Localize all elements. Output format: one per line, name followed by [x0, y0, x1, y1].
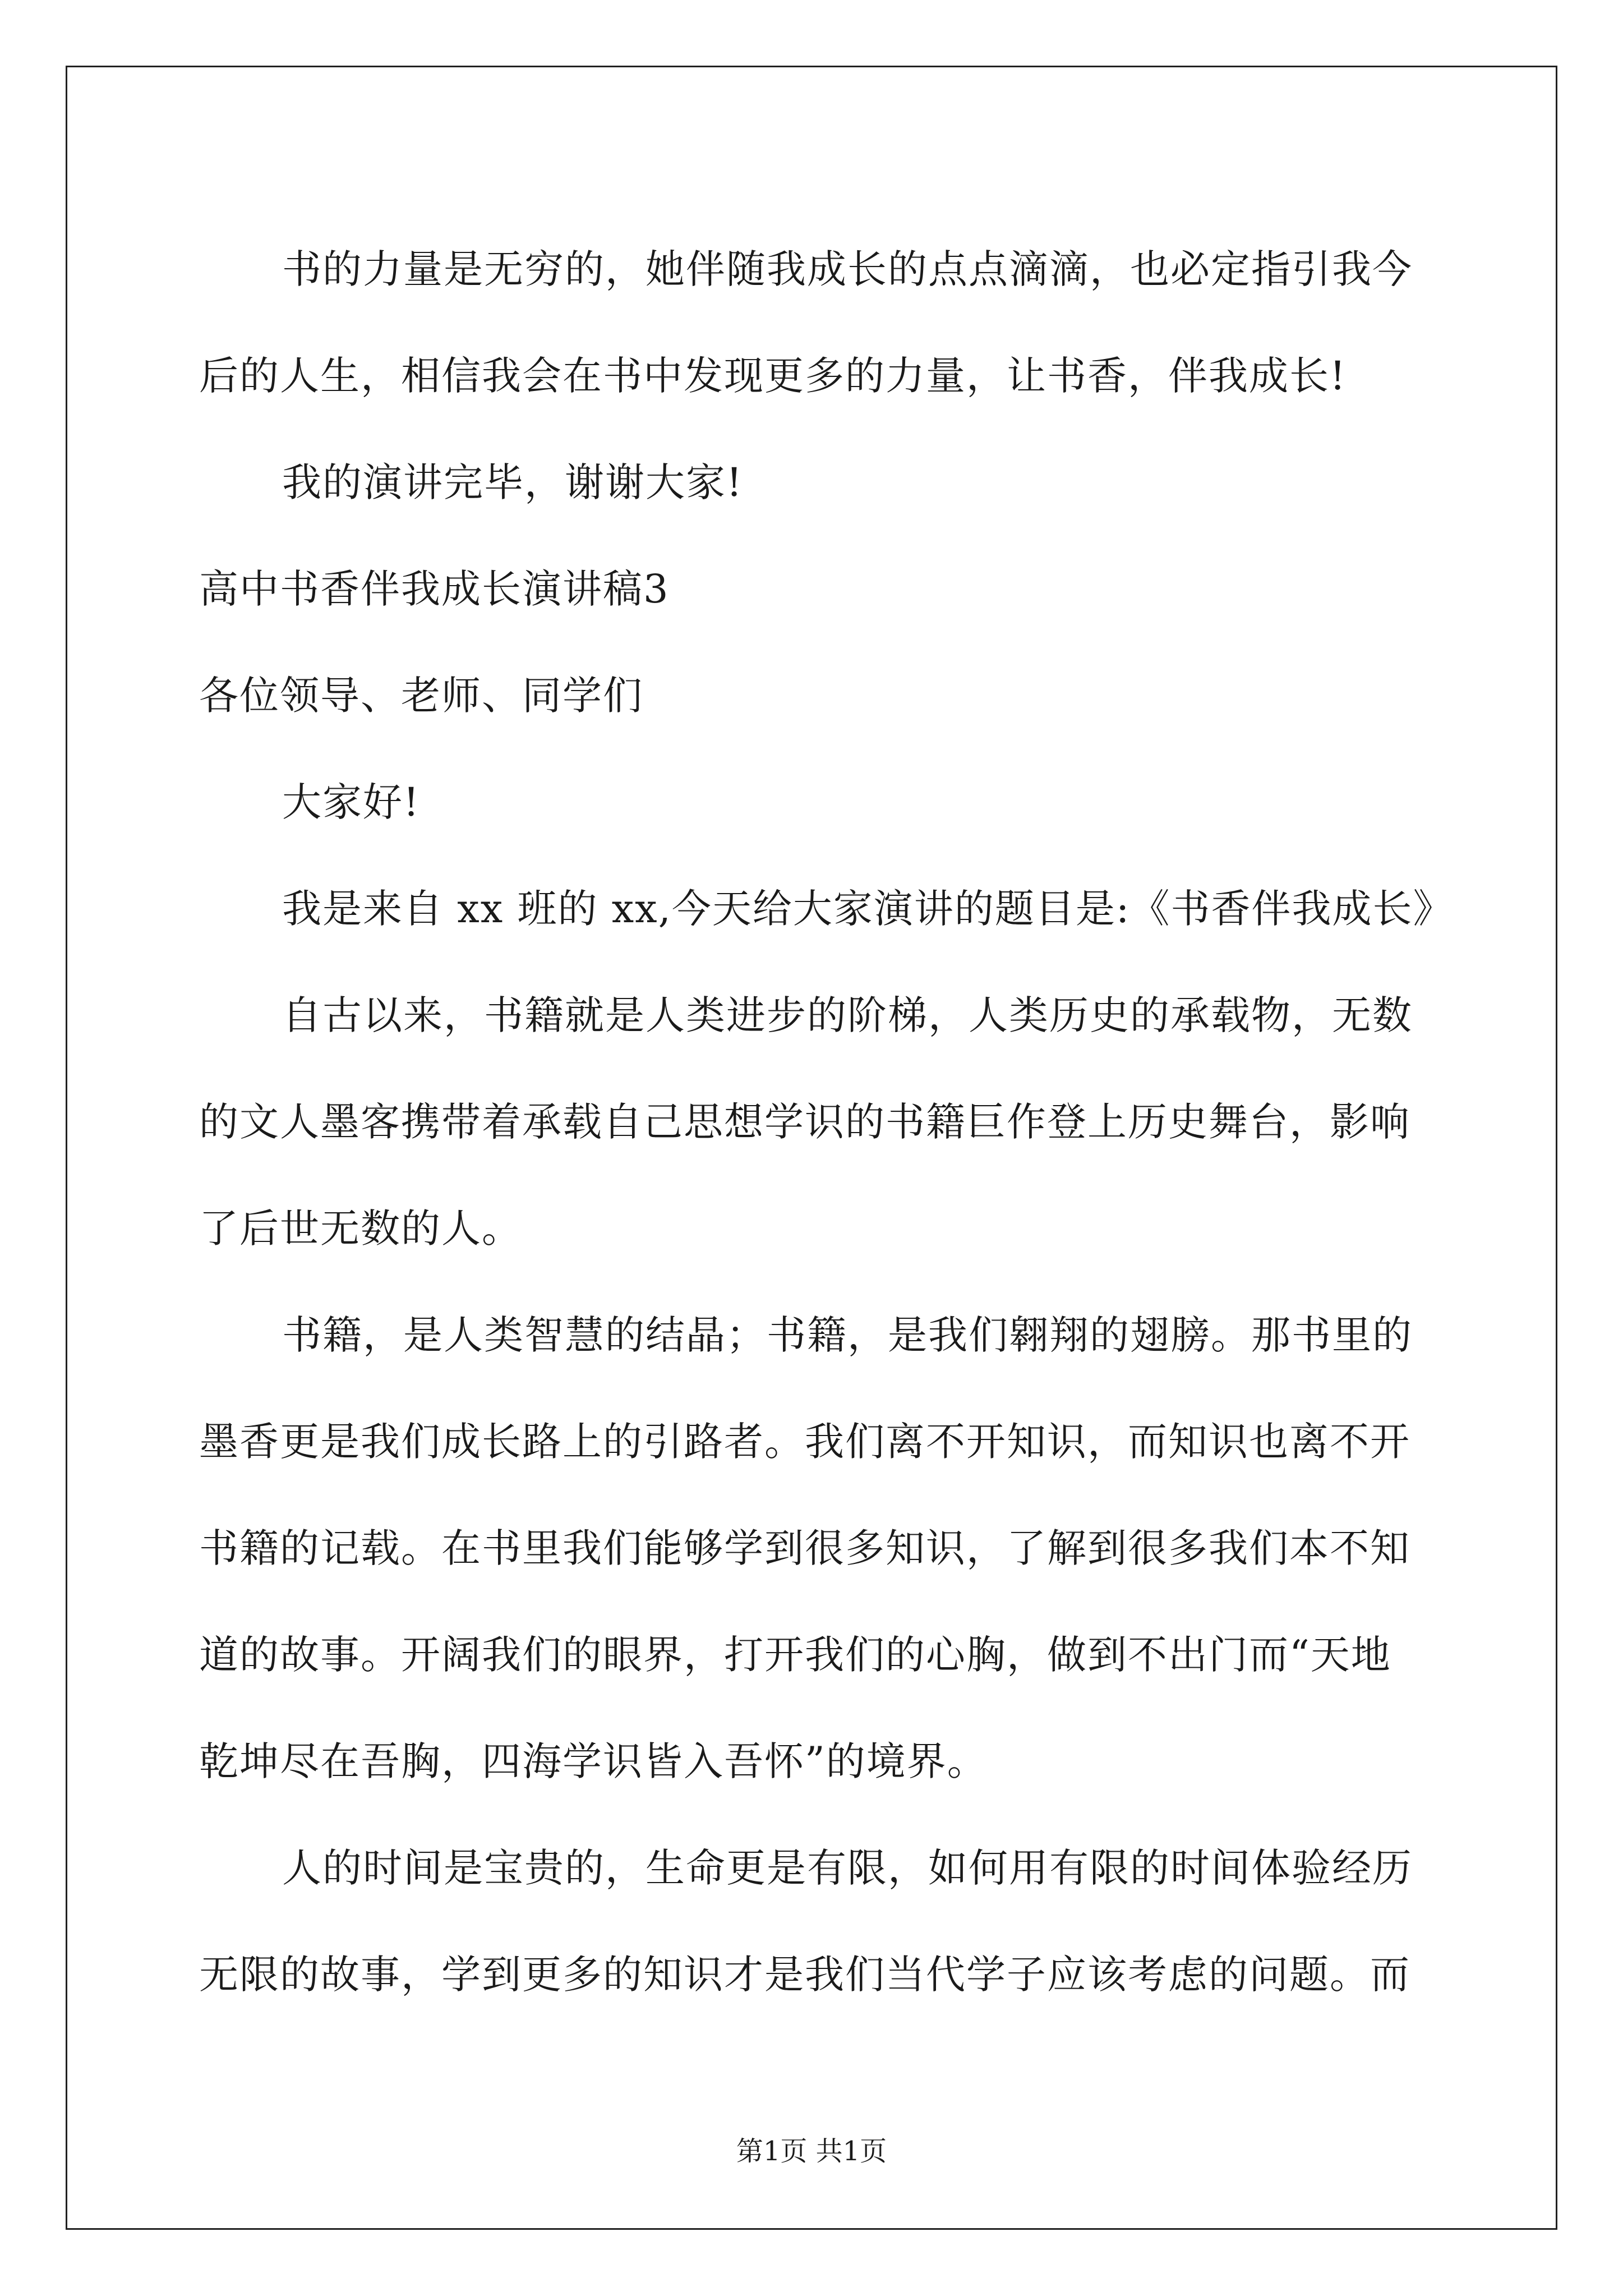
paragraph-line: 我的演讲完毕，谢谢大家! [282, 459, 744, 505]
page-footer: 第1页 共1页 [736, 2136, 887, 2167]
paragraph-line: 的文人墨客携带着承载自己思想学识的书籍巨作登上历史舞台，影响 [199, 1099, 1410, 1145]
salutation: 各位领导、老师、同学们 [199, 673, 643, 719]
section-title: 高中书香伴我成长演讲稿3 [199, 566, 670, 612]
paragraph-line: 墨香更是我们成长路上的引路者。我们离不开知识，而知识也离不开 [199, 1419, 1410, 1465]
paragraph-line: 自古以来，书籍就是人类进步的阶梯，人类历史的承载物，无数 [282, 992, 1413, 1038]
paragraph-line: 书籍，是人类智慧的结晶；书籍，是我们翱翔的翅膀。那书里的 [282, 1312, 1413, 1358]
document-body [199, 216, 1454, 2028]
paragraph-line: 我是来自 xx 班的 xx,今天给大家演讲的题目是:《书香伴我成长》 [282, 886, 1454, 932]
paragraph-line: 乾坤尽在吾胸，四海学识皆入吾怀”的境界。 [199, 1738, 988, 1784]
paragraph-line: 后的人生，相信我会在书中发现更多的力量，让书香，伴我成长! [199, 353, 1347, 399]
paragraph-line: 书籍的记载。在书里我们能够学到很多知识，了解到很多我们本不知 [199, 1525, 1410, 1571]
paragraph-line: 道的故事。开阔我们的眼界，打开我们的心胸，做到不出门而“天地 [199, 1632, 1391, 1678]
paragraph-line: 人的时间是宝贵的，生命更是有限，如何用有限的时间体验经历 [282, 1845, 1413, 1891]
greeting: 大家好! [282, 779, 421, 825]
paragraph-line: 了后世无数的人。 [199, 1205, 522, 1251]
paragraph-line: 无限的故事，学到更多的知识才是我们当代学子应该考虑的问题。而 [199, 1952, 1410, 1998]
paragraph-line: 书的力量是无穷的，她伴随我成长的点点滴滴，也必定指引我今 [282, 246, 1413, 292]
